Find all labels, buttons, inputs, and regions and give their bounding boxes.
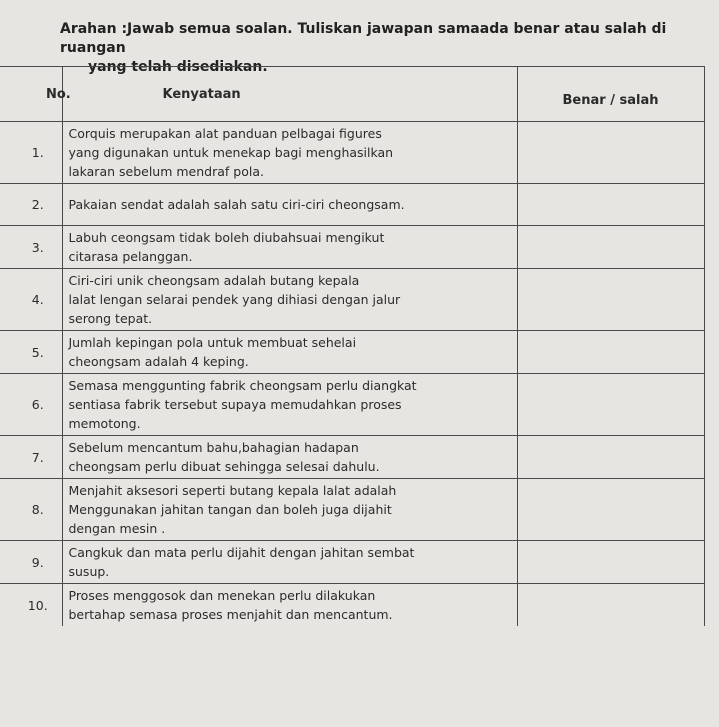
answer-cell[interactable] — [517, 479, 704, 541]
table-row — [0, 122, 704, 184]
answer-cell[interactable] — [517, 436, 704, 479]
row-number: 3. — [0, 226, 62, 269]
row-number: 6. — [0, 374, 62, 436]
table-row — [0, 269, 704, 331]
statement-text: Proses menggosok dan menekan perlu dilakukan bertahap semasa proses menjahit dan mencantum. — [62, 584, 517, 627]
statement-text: Labuh ceongsam tidak boleh diubahsuai mengikut citarasa pelanggan. — [62, 226, 517, 269]
header-answer: Benar / salah — [517, 67, 704, 122]
answer-cell[interactable] — [517, 374, 704, 436]
header-statement: Kenyataan — [62, 67, 517, 122]
answer-cell[interactable] — [517, 184, 704, 226]
statement-text: Semasa menggunting fabrik cheongsam perlu diangkat sentiasa fabrik tersebut supaya memudahkan proses memotong. — [62, 374, 517, 436]
row-number: 5. — [0, 331, 62, 374]
true-false-table — [0, 66, 705, 626]
table-row — [0, 374, 704, 436]
answer-cell[interactable] — [517, 269, 704, 331]
table-row — [0, 584, 704, 627]
row-number: 9. — [0, 541, 62, 584]
statement-text: Ciri-ciri unik cheongsam adalah butang kepala lalat lengan selarai pendek yang dihiasi dengan jalur serong tepat. — [62, 269, 517, 331]
table-row — [0, 184, 704, 226]
row-number: 10. — [0, 584, 62, 627]
answer-cell[interactable] — [517, 541, 704, 584]
answer-cell[interactable] — [517, 331, 704, 374]
table-row — [0, 479, 704, 541]
table-row — [0, 226, 704, 269]
statement-text: Pakaian sendat adalah salah satu ciri-ciri cheongsam. — [62, 184, 517, 226]
row-number: 7. — [0, 436, 62, 479]
row-number: 8. — [0, 479, 62, 541]
table-header-row — [0, 67, 704, 122]
row-number: 2. — [0, 184, 62, 226]
statement-text: Sebelum mencantum bahu,bahagian hadapan cheongsam perlu dibuat sehingga selesai dahulu. — [62, 436, 517, 479]
statement-text: Cangkuk dan mata perlu dijahit dengan jahitan sembat susup. — [62, 541, 517, 584]
instruction-line-2: yang telah disediakan. — [88, 59, 268, 75]
statement-text: Menjahit aksesori seperti butang kepala lalat adalah Menggunakan jahitan tangan dan boleh juga dijahit dengan mesin . — [62, 479, 517, 541]
row-number: 1. — [0, 122, 62, 184]
answer-cell[interactable] — [517, 122, 704, 184]
statement-text: Jumlah kepingan pola untuk membuat sehelai cheongsam adalah 4 keping. — [62, 331, 517, 374]
table-row — [0, 331, 704, 374]
row-number: 4. — [0, 269, 62, 331]
answer-cell[interactable] — [517, 584, 704, 627]
header-no: No. — [0, 67, 62, 122]
instruction-line-1: Arahan :Jawab semua soalan. Tuliskan jawapan samaada benar atau salah di ruangan — [60, 21, 667, 56]
statement-text: Corquis merupakan alat panduan pelbagai figures yang digunakan untuk menekap bagi menghasilkan lakaran sebelum mendraf pola. — [62, 122, 517, 184]
table-row — [0, 436, 704, 479]
table-row — [0, 541, 704, 584]
answer-cell[interactable] — [517, 226, 704, 269]
